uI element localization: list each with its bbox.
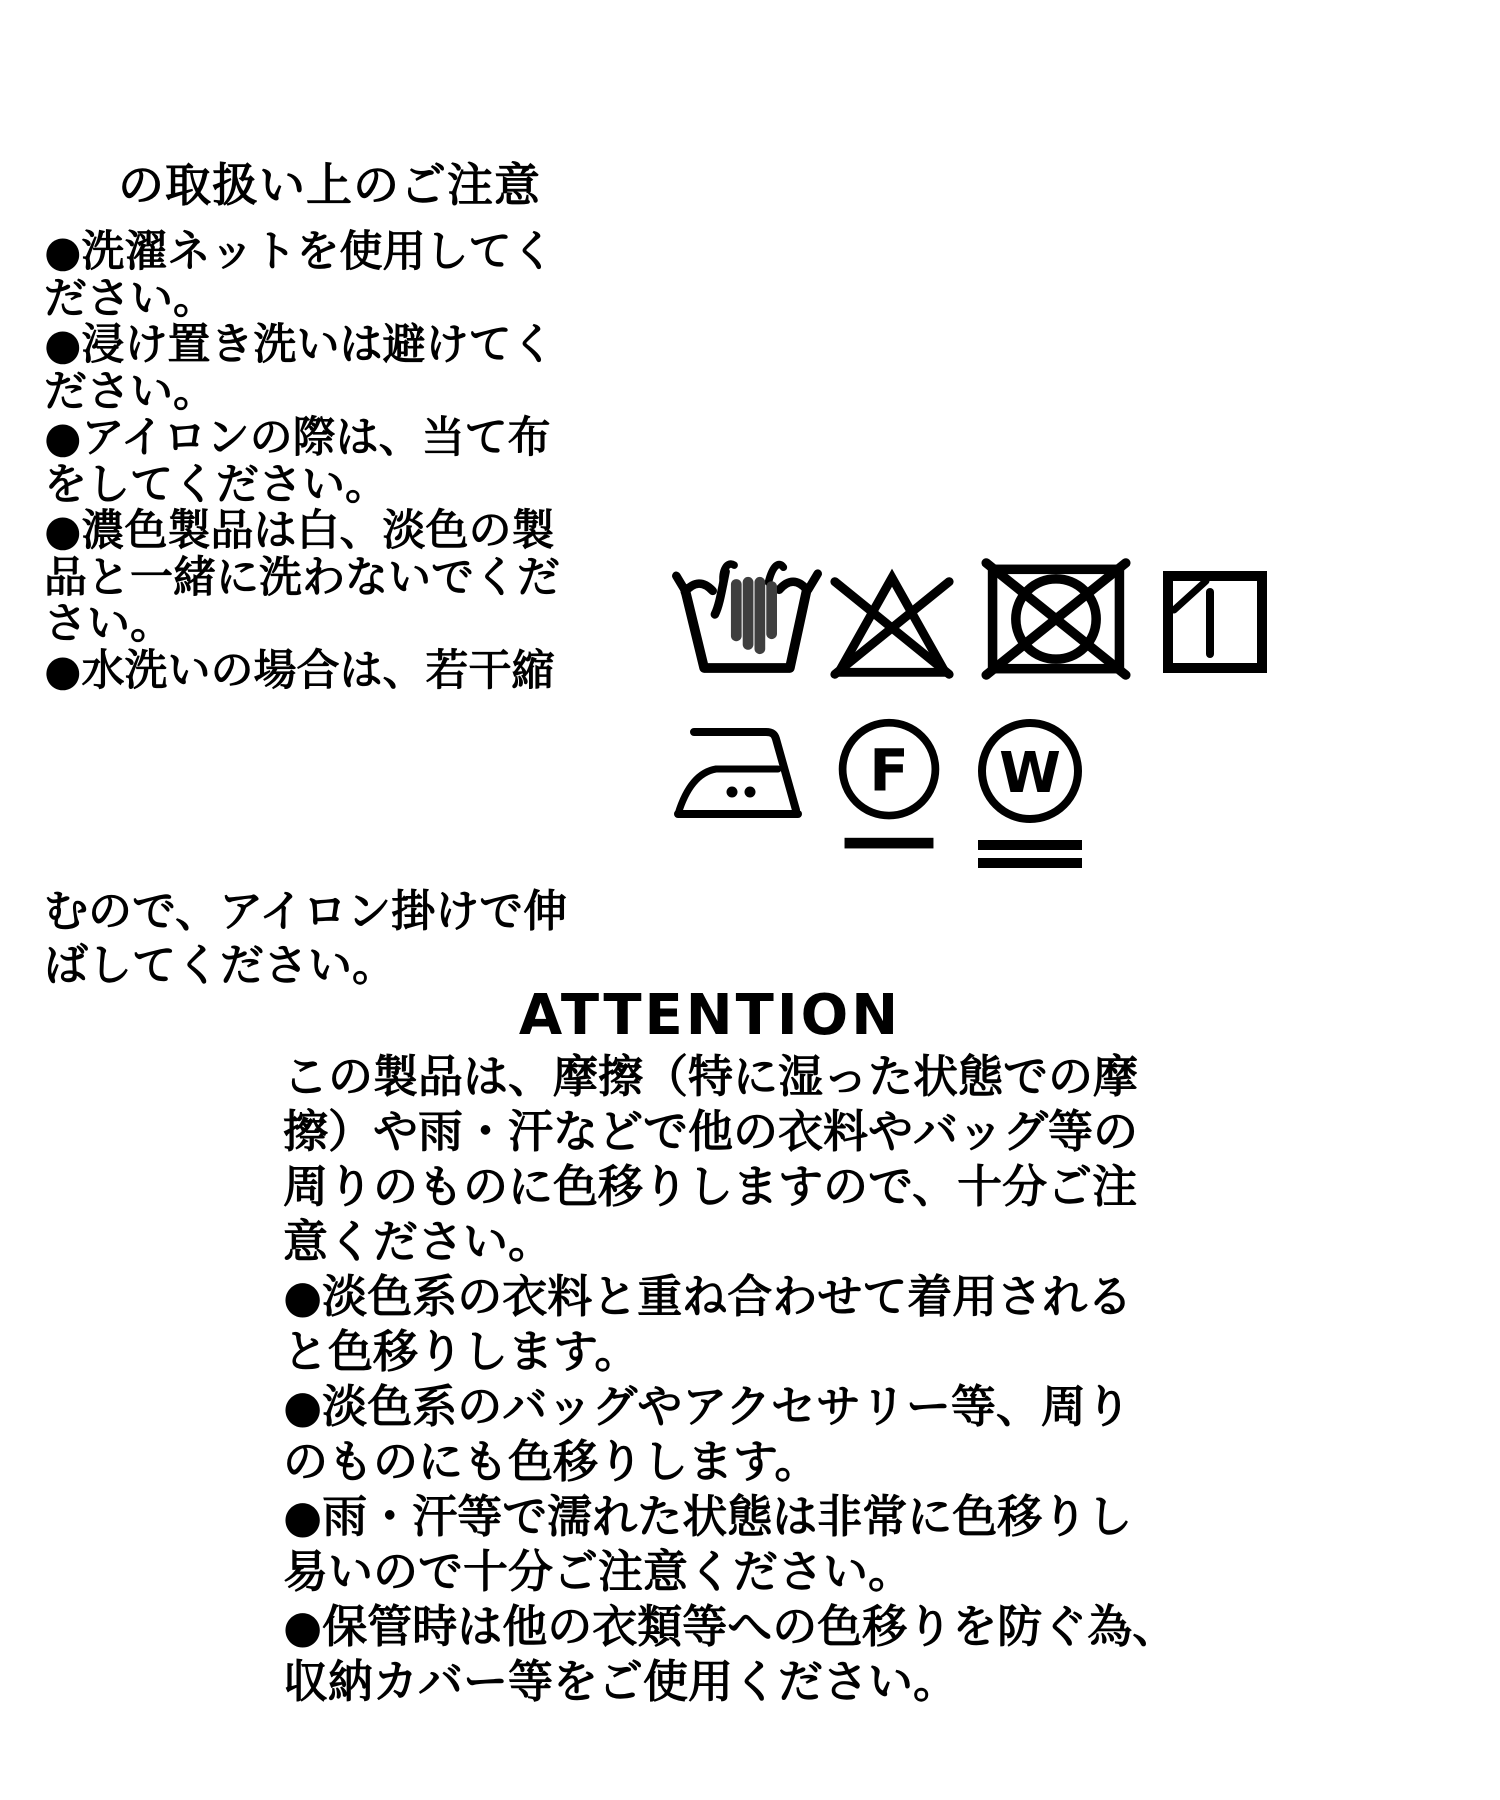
iron-medium-icon [670,722,820,827]
attention-line: 易いので十分ご注意ください。 [283,1545,914,1598]
care-line: むので、アイロン掛けで伸 [44,886,568,937]
attention-line: この製品は、摩擦（特に湿った状態での摩 [283,1050,1139,1103]
care-line: をしてください。 [44,459,388,510]
clipped-section-title-text: の取扱い上のご注意 [118,158,541,212]
very-gentle-bar-1 [978,840,1082,850]
attention-line: ●保管時は他の衣類等への色移りを防ぐ為、 [283,1600,1178,1653]
attention-line: ●雨・汗等で濡れた状態は非常に色移りし [283,1490,1133,1543]
care-line: ●水洗いの場合は、若干縮 [44,645,555,696]
very-gentle-bar-2 [978,858,1082,868]
care-line: ●洗濯ネットを使用してく [44,227,555,277]
do-not-tumble-dry-icon [982,560,1130,678]
care-line: ださい。 [44,273,216,324]
attention-line: ●淡色系の衣料と重ね合わせて着用される [283,1270,1133,1323]
care-line: ばしてください。 [44,940,396,991]
attention-line: ●淡色系のバッグやアクセサリー等、周り [283,1380,1131,1433]
clipped-section-title [118,158,541,232]
care-instructions-block [44,229,560,694]
line-dry-in-shade-icon [1160,568,1270,676]
care-instructions-continued-block [44,885,567,993]
care-line: ださい。 [44,366,216,417]
dry-clean-F-icon [830,716,948,861]
do-not-bleach-icon [822,556,962,694]
wet-clean-letter: W [999,741,1061,806]
dry-clean-letter: F [869,736,909,805]
wet-clean-W-icon [968,716,1092,876]
iron-dots [727,787,756,798]
care-line: ●濃色製品は白、淡色の製 [44,506,555,556]
care-line: 品と一緒に洗わないでくだ [44,552,560,603]
attention-block [283,1049,1177,1709]
attention-line: 意ください。 [283,1215,554,1268]
attention-line: 擦）や雨・汗などで他の衣料やバッグ等の [283,1105,1139,1158]
care-line: ●アイロンの際は、当て布 [44,413,551,463]
attention-line: と色移りします。 [283,1325,640,1378]
care-line: ●浸け置き洗いは避けてく [44,320,555,370]
hand-wash-icon [672,548,822,698]
attention-heading-text: ATTENTION [518,983,902,1048]
hand-fingers [736,582,771,648]
care-line: さい。 [44,599,173,649]
gentle-bar [845,838,934,849]
attention-line: のものにも色移りします。 [283,1435,820,1488]
attention-line: 収納カバー等をご使用ください。 [283,1655,959,1708]
attention-heading [510,983,910,1048]
attention-line: 周りのものに色移りしますので、十分ご注 [283,1160,1138,1213]
